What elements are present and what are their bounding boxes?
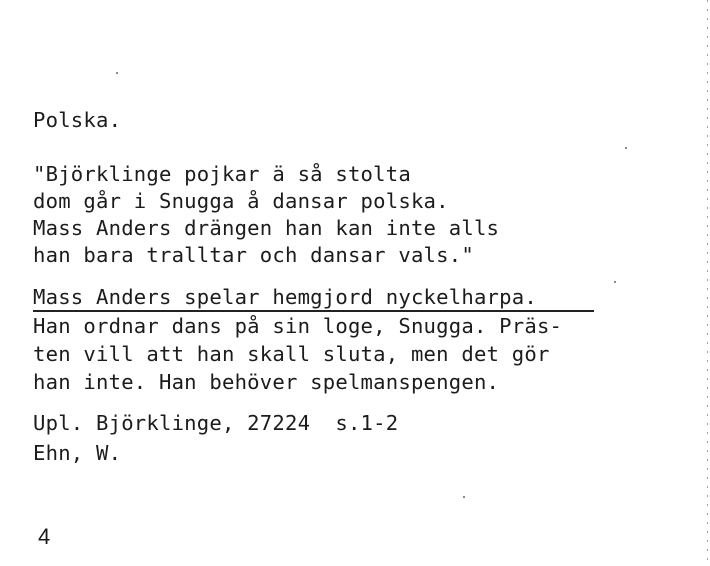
verse-line: dom går i Snugga å dansar polska. (33, 189, 449, 213)
card-edge (707, 0, 708, 566)
paper-speck (463, 496, 465, 498)
page-number: 4 (38, 524, 51, 549)
collector-line: Ehn, W. (33, 441, 122, 465)
note-line: han inte. Han behöver spelmanspengen. (33, 370, 500, 394)
note-line-underlined: Mass Anders spelar hemgjord nyckelharpa. (33, 285, 537, 309)
source-line: Upl. Björklinge, 27224 s.1-2 (33, 411, 399, 435)
paper-speck (625, 147, 627, 149)
card-title: Polska. (33, 108, 122, 132)
paper-speck (116, 72, 118, 74)
underline (33, 310, 594, 312)
note-line: ten vill att han skall sluta, men det gör (33, 342, 550, 366)
note-line: Han ordnar dans på sin loge, Snugga. Präs- (33, 314, 563, 338)
verse-line: Mass Anders drängen han kan inte alls (33, 216, 500, 240)
paper-speck (614, 281, 616, 283)
verse-line: han bara tralltar och dansar vals." (33, 243, 474, 267)
verse-line: "Björklinge pojkar ä så stolta (33, 162, 411, 186)
